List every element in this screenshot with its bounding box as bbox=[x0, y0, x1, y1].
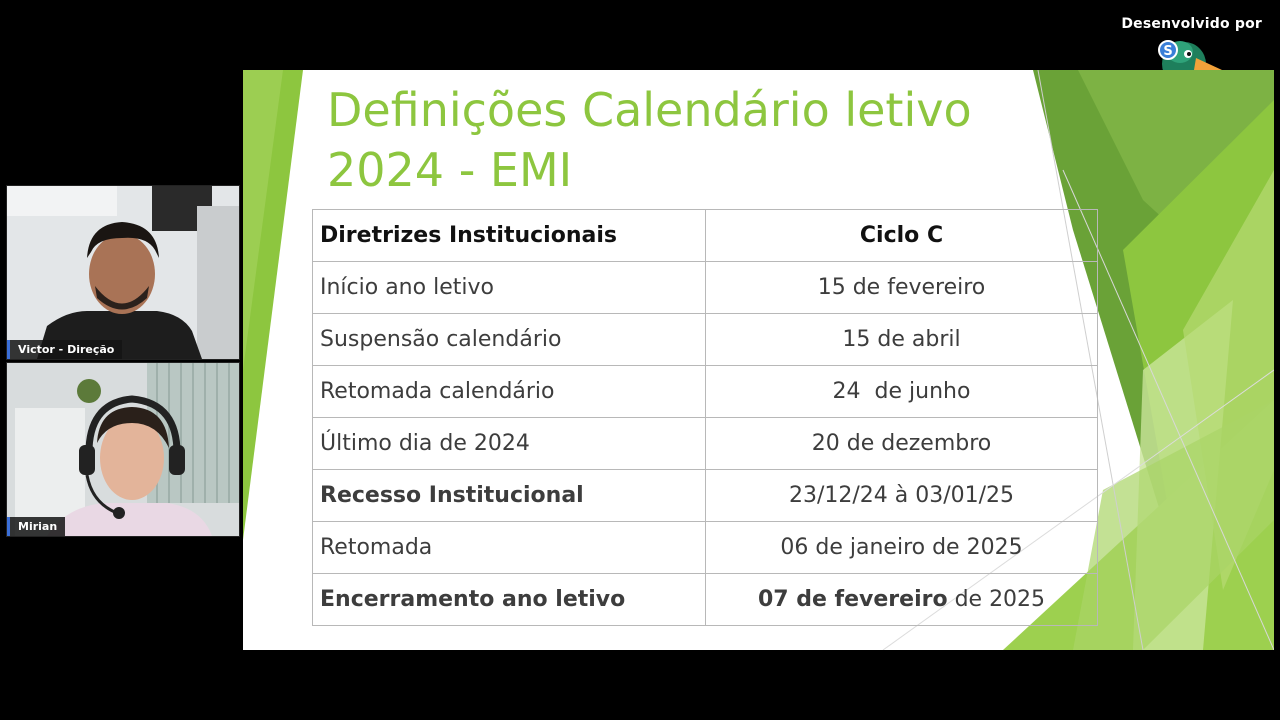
row-value: 23/12/24 à 03/01/25 bbox=[706, 470, 1098, 522]
slide-title bbox=[327, 80, 972, 200]
header-diretrizes: Diretrizes Institucionais bbox=[313, 210, 706, 262]
table-row bbox=[313, 522, 1098, 574]
row-value: 20 de dezembro bbox=[706, 418, 1098, 470]
row-value: 06 de janeiro de 2025 bbox=[706, 522, 1098, 574]
participant-video-victor bbox=[7, 186, 239, 359]
header-ciclo: Ciclo C bbox=[706, 210, 1098, 262]
table-row bbox=[313, 366, 1098, 418]
table-row bbox=[313, 262, 1098, 314]
participant-name-label: Mirian bbox=[7, 517, 65, 536]
presentation-slide bbox=[243, 70, 1274, 650]
row-label: Retomada bbox=[313, 522, 706, 574]
slide-title-line-2: 2024 - EMI bbox=[327, 143, 573, 197]
row-value-rest: de 2025 bbox=[947, 587, 1046, 612]
table-row bbox=[313, 574, 1098, 626]
table-row bbox=[313, 470, 1098, 522]
participant-name-label: Victor - Direção bbox=[7, 340, 122, 359]
row-value: 15 de abril bbox=[706, 314, 1098, 366]
row-value: 15 de fevereiro bbox=[706, 262, 1098, 314]
developed-by-text: Desenvolvido por bbox=[1121, 16, 1262, 32]
row-value-bold: 07 de fevereiro bbox=[757, 587, 948, 612]
slide-title-line-1: Definições Calendário letivo bbox=[327, 83, 972, 137]
row-label: Último dia de 2024 bbox=[313, 418, 706, 470]
row-label: Recesso Institucional bbox=[313, 470, 706, 522]
row-label: Suspensão calendário bbox=[313, 314, 706, 366]
table-header-row bbox=[313, 210, 1098, 262]
table-row bbox=[313, 418, 1098, 470]
row-label: Encerramento ano letivo bbox=[313, 574, 706, 626]
table-row bbox=[313, 314, 1098, 366]
row-value: 24 de junho bbox=[706, 366, 1098, 418]
row-value bbox=[706, 574, 1098, 626]
participant-tile-mirian[interactable] bbox=[6, 362, 240, 537]
row-label: Início ano letivo bbox=[313, 262, 706, 314]
row-label: Retomada calendário bbox=[313, 366, 706, 418]
participant-tile-victor[interactable] bbox=[6, 185, 240, 360]
calendar-table bbox=[312, 209, 1098, 626]
participant-video-mirian bbox=[7, 363, 239, 536]
svg-text:S: S bbox=[1163, 44, 1173, 59]
